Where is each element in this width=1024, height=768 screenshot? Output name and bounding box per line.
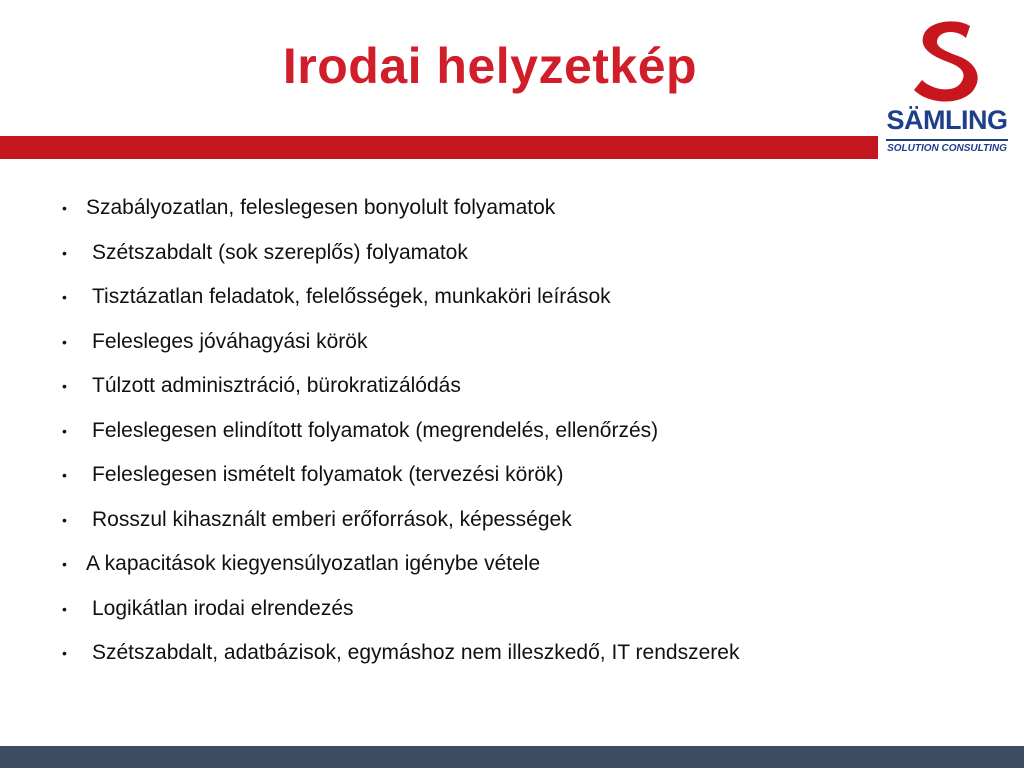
list-item-text: Túlzott adminisztráció, bürokratizálódás (92, 374, 461, 397)
bullet-list (62, 194, 1002, 684)
s-mark-icon (908, 18, 988, 106)
list-item (62, 194, 1002, 239)
list-item-text: Szétszabdalt (sok szereplős) folyamatok (92, 240, 468, 264)
logo-name: SÄMLING (886, 105, 1008, 135)
list-item-text: Felesleges jóváhagyási körök (92, 329, 368, 353)
list-item (62, 283, 1002, 328)
bullet-icon: • (62, 244, 67, 261)
list-item-text: Rosszul kihasznált emberi erőforrások, képességek (92, 507, 572, 531)
bullet-icon: • (62, 422, 67, 439)
list-item (62, 639, 1002, 684)
bullet-icon: • (62, 467, 67, 483)
footer-bar (0, 746, 1024, 768)
list-item (62, 595, 1002, 640)
list-item-text: Feleslegesen ismételt folyamatok (tervezési körök) (92, 463, 564, 486)
bullet-icon: • (62, 556, 67, 572)
bullet-icon: • (62, 333, 67, 350)
list-item-text: Logikátlan irodai elrendezés (92, 596, 354, 620)
list-item (62, 417, 1002, 462)
list-item (62, 461, 1002, 506)
list-item-text: Szabályozatlan, feleslegesen bonyolult folyamatok (86, 196, 556, 219)
list-item-text: Szétszabdalt, adatbázisok, egymáshoz nem illeszkedő, IT rendszerek (92, 641, 740, 664)
list-item-text: Tisztázatlan feladatok, felelősségek, munkaköri leírások (92, 285, 611, 308)
bullet-icon: • (62, 200, 67, 216)
list-item-text: A kapacitások kiegyensúlyozatlan igénybe vétele (86, 552, 541, 575)
list-item (62, 239, 1002, 284)
bullet-icon: • (62, 511, 67, 528)
slide-title: Irodai helyzetkép (282, 38, 698, 94)
list-item (62, 506, 1002, 551)
title-accent-bar (0, 136, 878, 159)
bullet-icon: • (62, 378, 67, 394)
list-item (62, 372, 1002, 417)
logo-subtitle: SOLUTION CONSULTING (887, 143, 1007, 154)
list-item-text: Feleslegesen elindított folyamatok (megrendelés, ellenőrzés) (92, 418, 659, 442)
list-item (62, 550, 1002, 595)
bullet-icon: • (62, 289, 67, 305)
list-item (62, 328, 1002, 373)
bullet-icon: • (62, 600, 67, 617)
bullet-icon: • (62, 645, 67, 661)
logo-divider (886, 139, 1008, 141)
company-logo (882, 18, 1012, 160)
